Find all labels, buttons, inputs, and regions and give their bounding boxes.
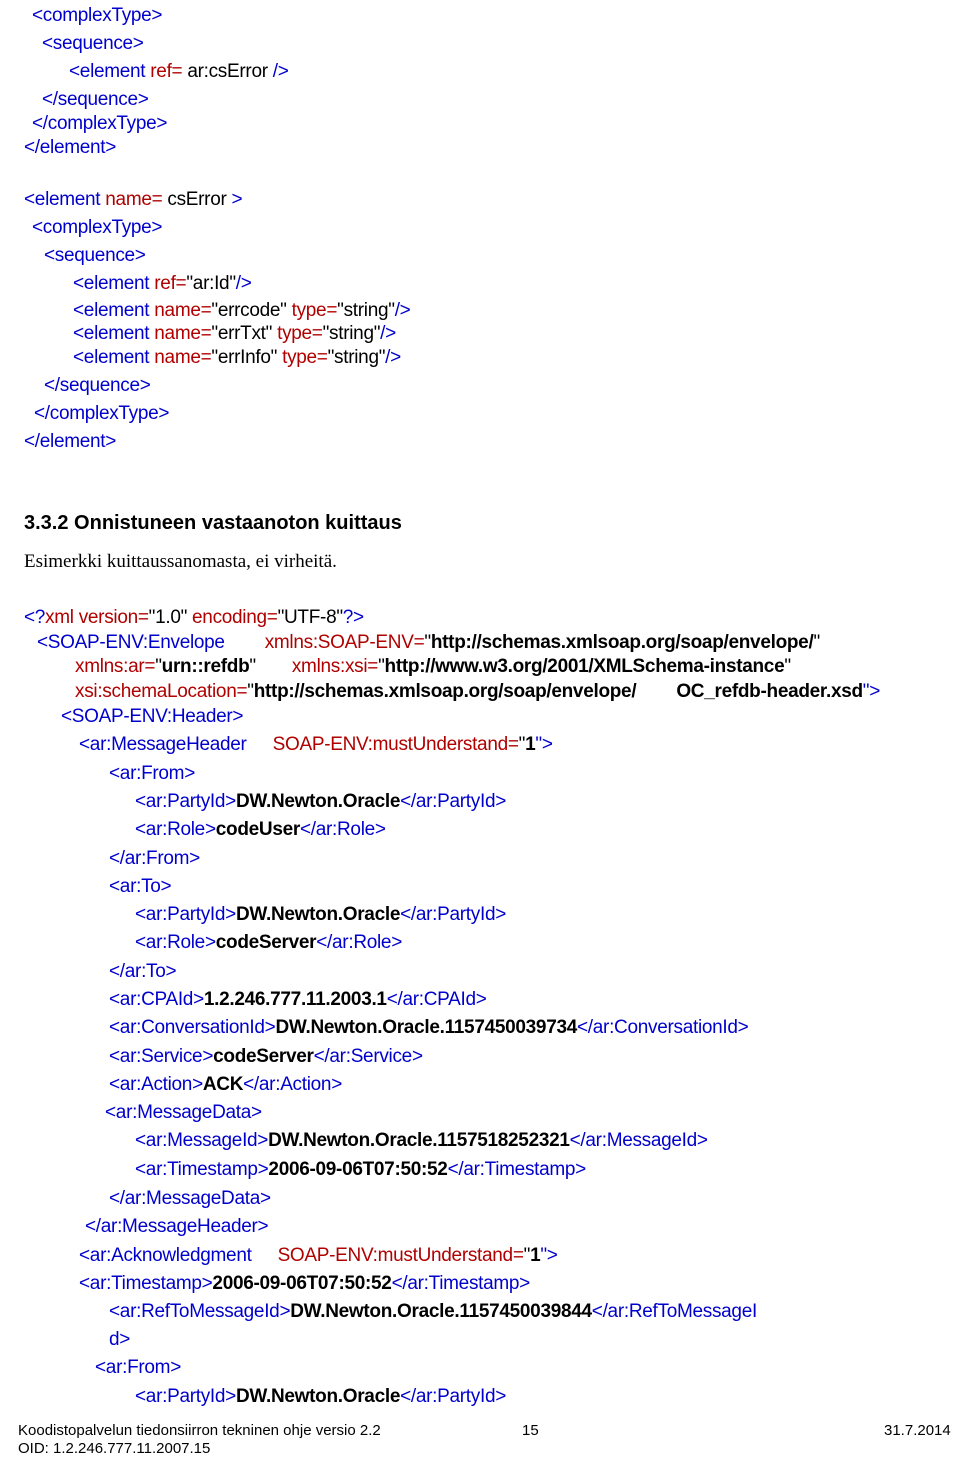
code-token: <element — [73, 300, 155, 321]
code-token: DW.Newton.Oracle.1157518252321 — [268, 1130, 570, 1151]
code-token: <ar:Acknowledgment — [79, 1245, 252, 1266]
code-line — [73, 347, 401, 369]
code-token: type= — [277, 347, 328, 368]
code-token: <ar:Role> — [135, 932, 216, 953]
code-token: name= — [154, 300, 212, 321]
code-token: name= — [154, 323, 212, 344]
code-token: <SOAP-ENV:Envelope — [37, 632, 225, 653]
code-line: <complexType> — [32, 217, 163, 238]
code-line: <SOAP-ENV:Header> — [61, 706, 244, 727]
code-token: <ar:CPAId> — [109, 989, 204, 1010]
code-line — [109, 989, 487, 1011]
code-line — [135, 932, 402, 954]
code-line: <complexType> — [32, 5, 163, 26]
code-token: " — [518, 734, 526, 755]
code-token: codeServer — [215, 932, 317, 953]
code-token: </ar:Timestamp> — [447, 1159, 586, 1180]
footer-date: 31.7.2014 — [884, 1422, 951, 1439]
code-token: <ar:Action> — [109, 1074, 203, 1095]
code-token: " — [247, 681, 254, 702]
code-token: <ar:MessageId> — [135, 1130, 269, 1151]
code-token: <element — [73, 347, 155, 368]
code-token: DW.Newton.Oracle — [235, 904, 401, 925]
code-token: </ar:Role> — [299, 819, 386, 840]
code-line — [135, 904, 506, 926]
code-token: "errTxt" — [211, 323, 273, 344]
code-token: http://schemas.xmlsoap.org/soap/envelope/ — [430, 632, 814, 653]
code-line — [109, 1301, 757, 1323]
code-token: DW.Newton.Oracle.1157450039734 — [275, 1017, 577, 1038]
code-token: "errcode" — [211, 300, 287, 321]
code-token: <ar:ConversationId> — [109, 1017, 276, 1038]
code-token: </ar:RefToMessageI — [591, 1301, 757, 1322]
code-line — [73, 273, 252, 295]
code-token: <element — [73, 323, 155, 344]
code-token: <ar:RefToMessageId> — [109, 1301, 291, 1322]
code-line — [73, 323, 396, 345]
code-token: "> — [535, 734, 553, 755]
footer-doc-title: Koodistopalvelun tiedonsiirron tekninen ohje versio 2.2 — [18, 1422, 381, 1439]
code-token: </ar:PartyId> — [400, 791, 507, 812]
code-token: DW.Newton.Oracle — [235, 791, 401, 812]
code-token: <element — [69, 61, 151, 82]
code-line — [24, 189, 242, 211]
code-token: "string" — [322, 323, 381, 344]
section-title: Onnistuneen vastaanoton kuittaus — [68, 512, 402, 534]
code-line — [79, 734, 553, 756]
code-token: codeServer — [213, 1046, 314, 1067]
code-token: 1 — [530, 1245, 541, 1266]
code-token: csError — [162, 189, 227, 210]
code-line — [109, 1074, 342, 1096]
code-token: <ar:PartyId> — [135, 904, 236, 925]
code-line: </ar:MessageData> — [109, 1188, 271, 1209]
code-token: </ar:Service> — [313, 1046, 423, 1067]
code-token: ?> — [342, 607, 364, 628]
code-line — [37, 632, 820, 654]
code-line — [109, 1046, 423, 1068]
code-line: <ar:From> — [95, 1357, 181, 1378]
section-intro: Esimerkki kuittaussanomasta, ei virheitä. — [24, 551, 337, 572]
code-line — [75, 681, 880, 703]
code-token: </ar:Timestamp> — [391, 1273, 530, 1294]
code-token: </ar:MessageId> — [569, 1130, 708, 1151]
code-token: 1 — [525, 734, 536, 755]
code-token: " — [784, 656, 791, 677]
code-token: </ar:ConversationId> — [577, 1017, 749, 1038]
code-token: "> — [540, 1245, 558, 1266]
code-line — [135, 1159, 586, 1181]
code-line: </complexType> — [34, 403, 170, 424]
code-line: </sequence> — [44, 375, 151, 396]
code-line: </ar:MessageHeader> — [85, 1216, 269, 1237]
code-token: " — [155, 656, 162, 677]
code-token: ref= — [154, 273, 187, 294]
code-token: xmlns:ar= — [75, 656, 156, 677]
code-token: 2006-09-06T07:50:52 — [268, 1159, 448, 1180]
code-token: 1.2.246.777.11.2003.1 — [203, 989, 387, 1010]
code-token: "1.0" — [148, 607, 188, 628]
code-token: </ar:CPAId> — [386, 989, 487, 1010]
code-token: ACK — [202, 1074, 244, 1095]
code-token: " — [813, 632, 820, 653]
code-line — [24, 607, 364, 629]
code-token: <ar:Service> — [109, 1046, 214, 1067]
code-token: OC_refdb-header.xsd — [676, 681, 863, 702]
code-token: xml version= — [45, 607, 149, 628]
code-token: SOAP-ENV:mustUnderstand= — [277, 1245, 524, 1266]
code-token: > — [226, 189, 243, 210]
code-token: "string" — [337, 300, 395, 321]
code-line — [79, 1273, 530, 1295]
code-token: type= — [286, 300, 338, 321]
code-token: <ar:Timestamp> — [79, 1273, 213, 1294]
code-token: "string" — [327, 347, 386, 368]
code-line: </ar:From> — [109, 848, 200, 869]
code-token: ar:csError — [182, 61, 268, 82]
code-token: </ar:Role> — [316, 932, 402, 953]
code-line: </ar:To> — [109, 961, 177, 982]
code-token: codeUser — [215, 819, 300, 840]
code-token: ref= — [150, 61, 183, 82]
section-number: 3.3.2 — [24, 512, 69, 534]
code-token: <ar:Role> — [135, 819, 216, 840]
code-token: xmlns:xsi= — [291, 656, 379, 677]
code-line: </element> — [24, 137, 117, 158]
code-token: "UTF-8" — [277, 607, 343, 628]
code-token: "> — [862, 681, 881, 702]
code-token: /> — [394, 300, 411, 321]
code-token: xmlns:SOAP-ENV= — [264, 632, 425, 653]
code-token: " — [249, 656, 256, 677]
code-token: "errInfo" — [211, 347, 278, 368]
code-token: "ar:Id" — [186, 273, 236, 294]
code-token: <element — [24, 189, 106, 210]
code-token: type= — [272, 323, 323, 344]
code-line — [79, 1245, 558, 1267]
code-line: <sequence> — [42, 33, 144, 54]
code-token: /> — [385, 347, 401, 368]
code-line — [135, 1386, 506, 1408]
code-token: urn::refdb — [161, 656, 250, 677]
footer-page-number: 15 — [522, 1422, 539, 1439]
code-line — [69, 61, 289, 83]
code-token: 2006-09-06T07:50:52 — [212, 1273, 392, 1294]
code-token: http://www.w3.org/2001/XMLSchema-instance — [384, 656, 785, 677]
code-line: </complexType> — [32, 113, 168, 134]
code-token: <ar:PartyId> — [135, 1386, 236, 1407]
code-token: SOAP-ENV:mustUnderstand= — [272, 734, 519, 755]
code-token: /> — [235, 273, 252, 294]
code-token: <ar:PartyId> — [135, 791, 236, 812]
code-token: " — [424, 632, 431, 653]
code-token: DW.Newton.Oracle.1157450039844 — [290, 1301, 592, 1322]
code-line: <ar:From> — [109, 763, 195, 784]
code-token: /> — [267, 61, 289, 82]
code-line: </sequence> — [42, 89, 149, 110]
code-token: " — [378, 656, 385, 677]
code-token: <? — [24, 607, 46, 628]
section-heading — [24, 511, 402, 535]
code-token: xsi:schemaLocation= — [75, 681, 248, 702]
code-token: </ar:Action> — [243, 1074, 342, 1095]
code-token: /> — [380, 323, 396, 344]
code-line: <sequence> — [44, 245, 146, 266]
code-line — [135, 791, 506, 813]
code-token: <ar:Timestamp> — [135, 1159, 269, 1180]
code-token: name= — [154, 347, 212, 368]
code-token: <ar:MessageHeader — [79, 734, 247, 755]
code-line — [135, 819, 386, 841]
code-token: <element — [73, 273, 155, 294]
code-token: http://schemas.xmlsoap.org/soap/envelope/ — [253, 681, 637, 702]
code-line: <ar:To> — [109, 876, 172, 897]
code-line — [135, 1130, 708, 1152]
code-token: encoding= — [187, 607, 278, 628]
code-token: </ar:PartyId> — [400, 1386, 507, 1407]
footer-oid: OID: 1.2.246.777.11.2007.15 — [18, 1440, 211, 1457]
code-line: d> — [109, 1329, 131, 1350]
code-line — [109, 1017, 748, 1039]
code-token: </ar:PartyId> — [400, 904, 507, 925]
code-line — [75, 656, 791, 678]
code-token: DW.Newton.Oracle — [235, 1386, 401, 1407]
code-token: name= — [105, 189, 163, 210]
code-line: <ar:MessageData> — [105, 1102, 262, 1123]
code-line: </element> — [24, 431, 117, 452]
code-line — [73, 300, 410, 322]
code-token: " — [523, 1245, 531, 1266]
